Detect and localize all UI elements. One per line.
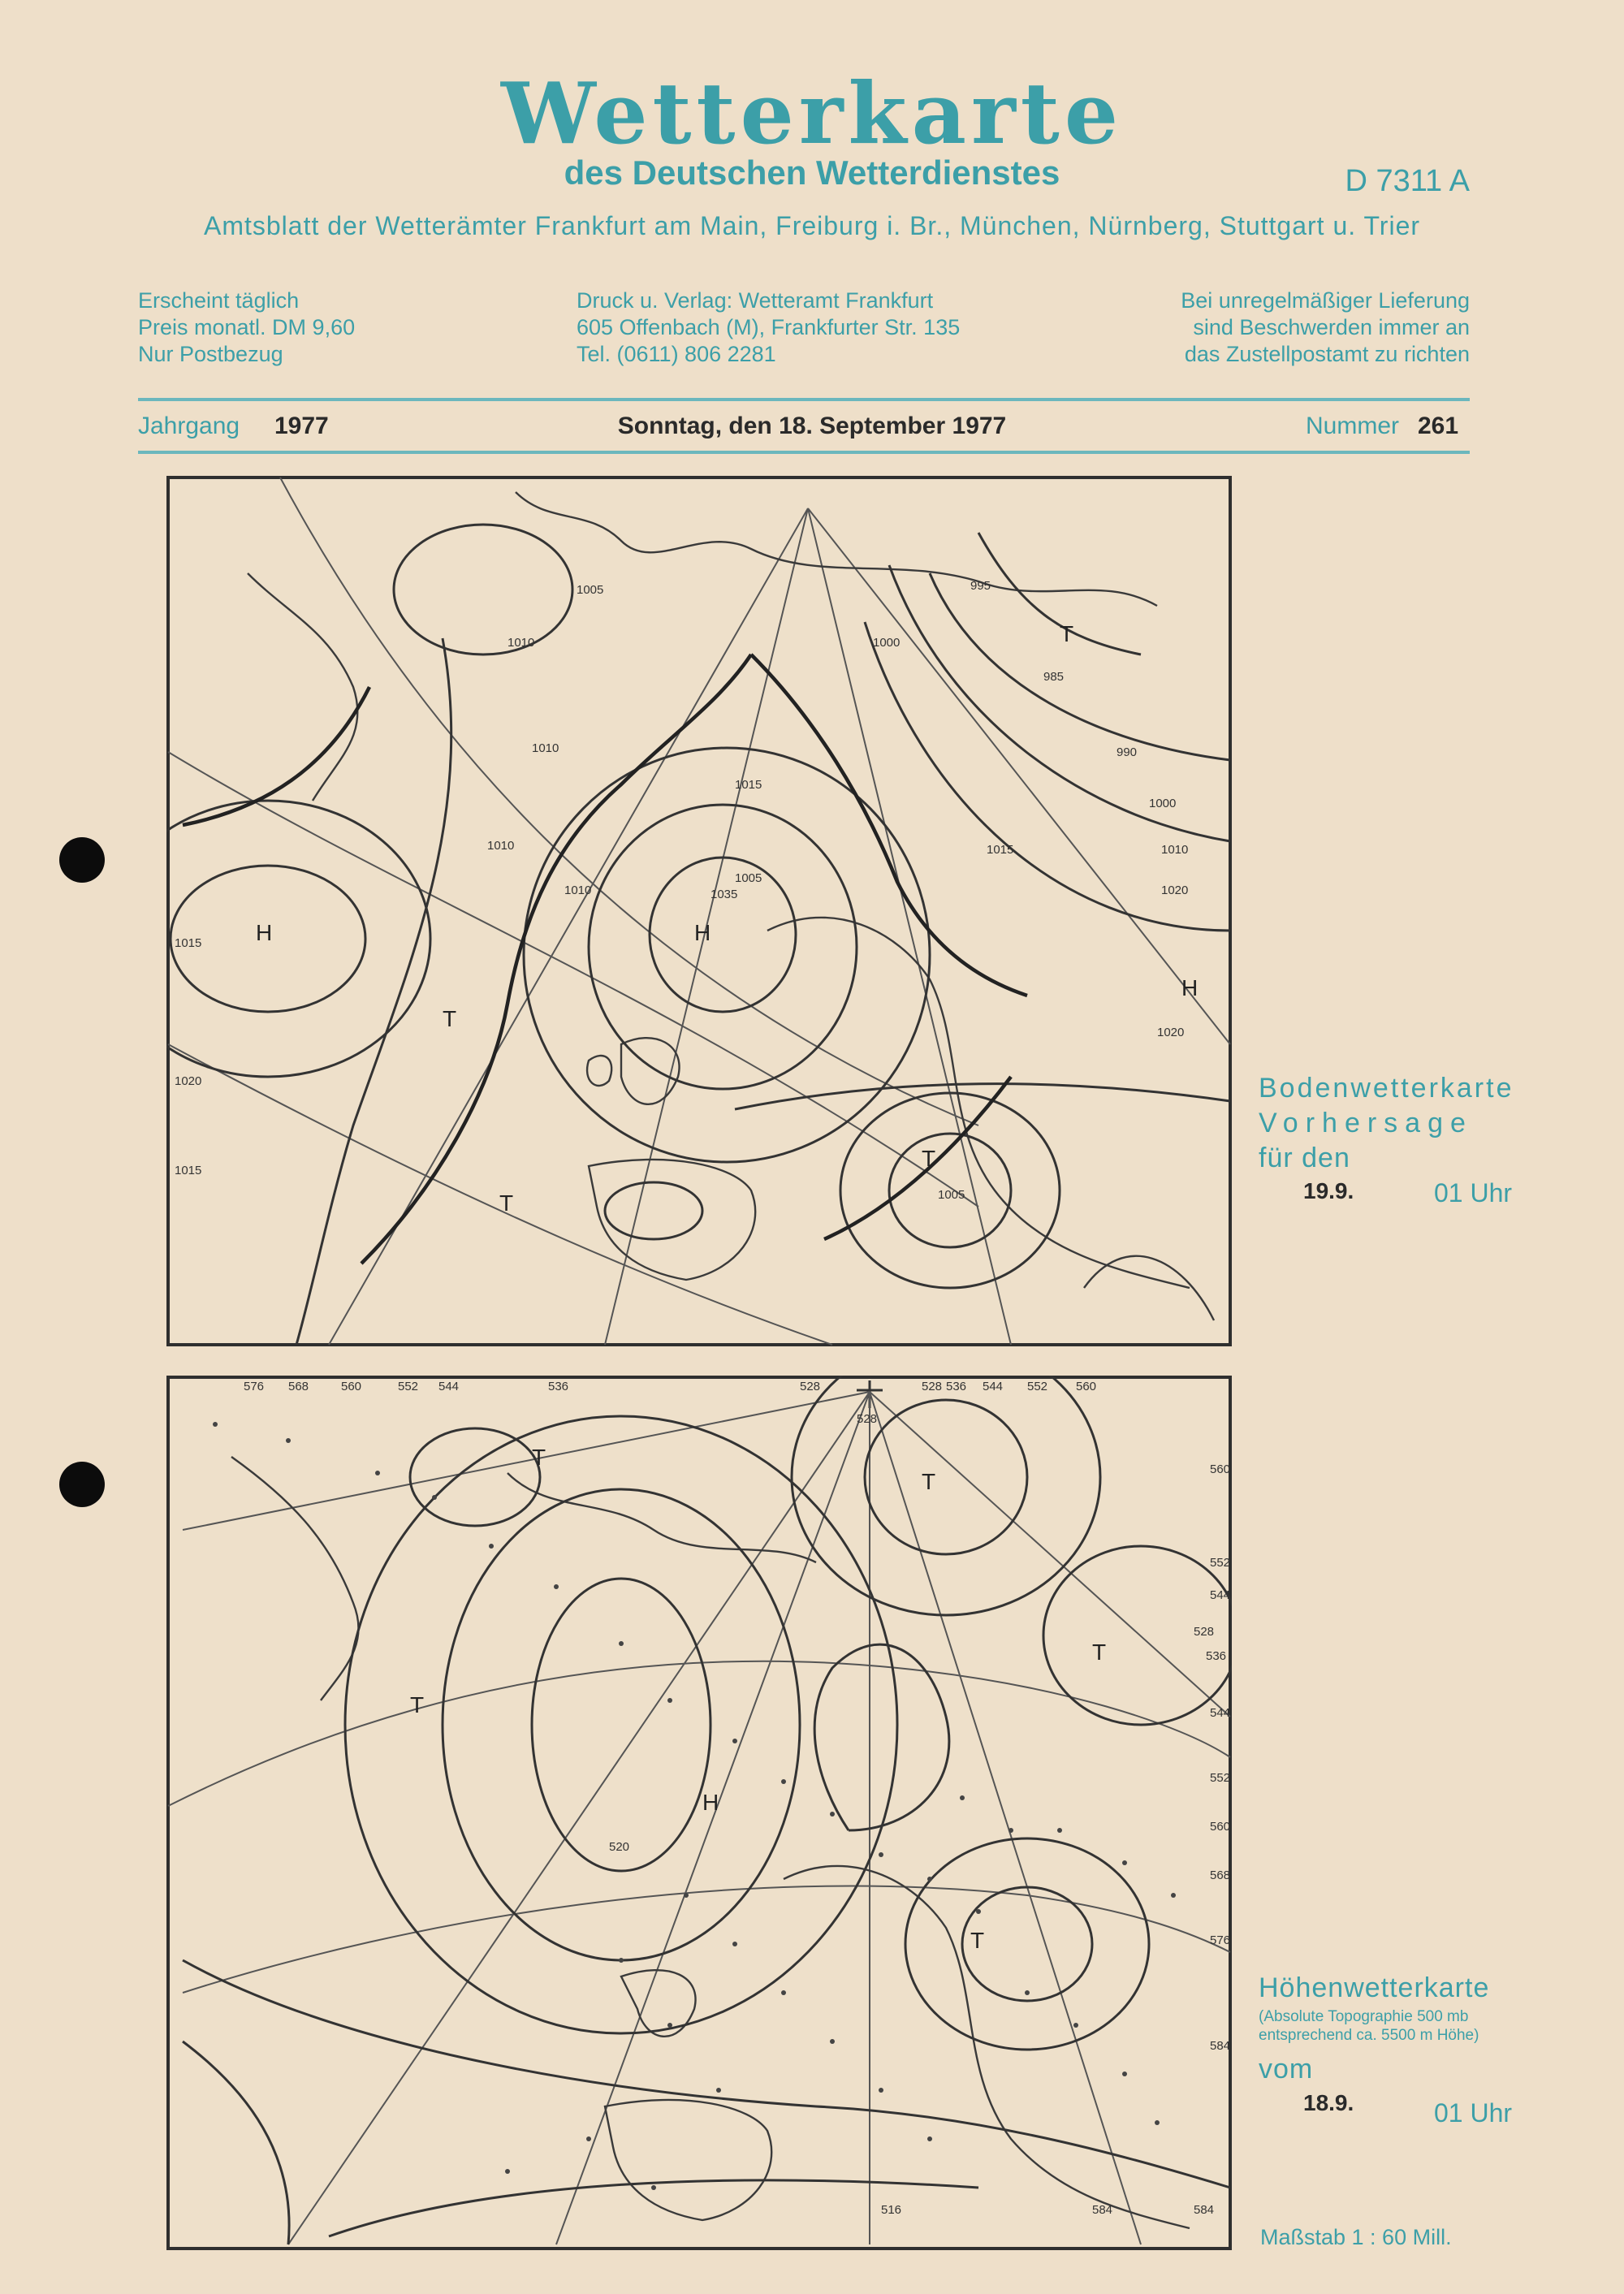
fronts (183, 655, 1027, 1264)
pressure-center-label: T (922, 1469, 936, 1494)
contour-label: 576 (244, 1380, 265, 1393)
info-line: Druck u. Verlag: Wetteramt Frankfurt (577, 288, 934, 313)
contour-label: 536 (946, 1380, 967, 1393)
isobar-label: 1000 (873, 636, 901, 650)
divider-top (138, 398, 1470, 401)
station-marker (375, 1471, 380, 1475)
isobar-label: 1015 (735, 778, 762, 792)
station-marker (879, 1852, 883, 1857)
station-marker (432, 1495, 437, 1500)
pressure-center-label: H (702, 1790, 719, 1815)
isobar-label: 1020 (1157, 1026, 1185, 1039)
map-scale: Maßstab 1 : 60 Mill. (1260, 2225, 1452, 2249)
latitude-line (280, 477, 978, 1125)
number-label: Nummer (1306, 413, 1400, 439)
station-marker (505, 2169, 510, 2174)
isobar-label: 1010 (508, 636, 535, 650)
upper-caption-note: (Absolute Topographie 500 mb (1259, 2008, 1469, 2025)
warm-front (183, 687, 369, 825)
contour (905, 1838, 1149, 2050)
masthead-title: Wetterkarte (501, 63, 1123, 163)
isobar (605, 1182, 702, 1239)
isobar (930, 573, 1230, 760)
pressure-center-label: T (499, 1190, 514, 1216)
coastline-iberia (589, 1160, 755, 1280)
station-marker (1009, 1828, 1013, 1833)
isobar-label: 1035 (710, 888, 738, 901)
coastline-greenland (248, 573, 357, 801)
year-value: 1977 (274, 413, 329, 439)
document-code: D 7311 A (1345, 164, 1470, 198)
isobar (650, 858, 796, 1012)
isobar-label: 1005 (577, 583, 604, 597)
isobar-labels (175, 579, 1188, 1202)
upper-air-map (166, 1376, 1232, 2250)
isobar-label: 990 (1116, 745, 1138, 759)
contour-label: 560 (341, 1380, 362, 1393)
isobar-label: 1015 (175, 1164, 202, 1177)
upper-analysis-date: 18.9. (1303, 2090, 1354, 2115)
coastline-greenland (231, 1457, 358, 1700)
station-marker (1073, 2023, 1078, 2028)
meridian-line (808, 508, 1230, 1044)
contour-label: 552 (1210, 1556, 1231, 1570)
pressure-center-label: T (922, 1146, 936, 1171)
station-marker (213, 1422, 218, 1427)
pressure-center-label: T (970, 1928, 985, 1953)
upper-analysis-time: 01 Uhr (1434, 2098, 1513, 2128)
isobar-label: 1005 (938, 1188, 965, 1202)
station-marker (1155, 2120, 1160, 2125)
map-frame (168, 477, 1230, 1345)
station-marker (667, 2023, 672, 2028)
isobar-label: 1020 (1161, 883, 1189, 897)
contour (532, 1579, 710, 1871)
isobar-label: 1005 (735, 871, 762, 885)
station-marker (286, 1438, 291, 1443)
station-marker (554, 1584, 559, 1589)
info-line: Nur Postbezug (138, 342, 283, 366)
year-label: Jahrgang (138, 413, 240, 439)
station-marker (976, 1909, 981, 1914)
surface-caption-line: Bodenwetterkarte (1259, 1073, 1514, 1104)
coastline-north (508, 1473, 816, 1562)
info-line: Preis monatl. DM 9,60 (138, 315, 356, 339)
info-line: Bei unregelmäßiger Lieferung (1181, 288, 1470, 313)
surface-weather-map (166, 476, 1232, 1346)
contour-label: 576 (1210, 1933, 1231, 1947)
station-marker (651, 2185, 656, 2190)
contour-label: 536 (1206, 1649, 1227, 1663)
contour-label: 544 (983, 1380, 1004, 1393)
punch-hole (59, 1462, 105, 1507)
info-publisher (577, 287, 960, 368)
info-delivery (1181, 287, 1470, 368)
contour-label: 516 (881, 2203, 902, 2217)
info-line: Tel. (0611) 806 2281 (577, 342, 776, 366)
meridian-line (870, 1392, 1141, 2244)
contour-label: 552 (1210, 1771, 1231, 1785)
contour-label: 560 (1210, 1462, 1231, 1476)
isobar-label: 1015 (987, 843, 1014, 857)
map-frame (168, 1377, 1230, 2249)
coastline-europe (784, 1866, 1190, 2228)
station-marker (1025, 1990, 1030, 1995)
isobar (296, 638, 451, 1345)
contour-labels (244, 1380, 1230, 2217)
station-marker (732, 1942, 737, 1946)
isobar-label: 1010 (487, 839, 515, 853)
station-marker (489, 1544, 494, 1549)
contour (410, 1428, 540, 1526)
divider-bottom (138, 451, 1470, 454)
latitude-line (168, 1661, 1230, 1806)
info-line: sind Beschwerden immer an (1193, 315, 1470, 339)
upper-caption-title: Höhenwetterkarte (1259, 1972, 1490, 2003)
contour (443, 1489, 800, 1960)
station-marker (1122, 1860, 1127, 1865)
pressure-center-label: T (443, 1006, 457, 1031)
isobar-label: 1020 (175, 1074, 202, 1088)
isobar-label: 1010 (532, 741, 559, 755)
surface-forecast-date: 19.9. (1303, 1178, 1354, 1203)
meridian-line (288, 1392, 870, 2244)
info-line: 605 Offenbach (M), Frankfurter Str. 135 (577, 315, 961, 339)
pressure-center-label: T (1092, 1639, 1107, 1665)
station-marker (586, 2136, 591, 2141)
coastline-africa (1084, 1256, 1214, 1320)
upper-caption-note: entsprechend ca. 5500 m Höhe) (1259, 2027, 1479, 2044)
isobar (524, 748, 930, 1162)
contour-label: 528 (800, 1380, 821, 1393)
isobar (394, 525, 572, 655)
contour-label: 528 (1194, 1625, 1215, 1639)
info-line: Erscheint täglich (138, 288, 300, 313)
cold-front (824, 1077, 1011, 1239)
station-marker (619, 1641, 624, 1646)
contour (814, 1644, 949, 1830)
graticule (168, 1392, 1230, 2244)
station-marker (927, 2136, 932, 2141)
surface-forecast-time: 01 Uhr (1434, 1178, 1513, 1207)
station-marker (732, 1739, 737, 1743)
isobar-label: 995 (970, 579, 991, 593)
station-marker (684, 1893, 689, 1898)
isobar (166, 801, 430, 1077)
contour-label: 552 (398, 1380, 419, 1393)
station-marker (716, 2088, 721, 2093)
pressure-center-label: H (1181, 975, 1199, 1000)
station-marker (1171, 1893, 1176, 1898)
meridian-line (556, 1392, 870, 2244)
coastlines (231, 1457, 1190, 2228)
isobar-label: 1000 (1149, 797, 1177, 810)
station-marker (830, 2039, 835, 2044)
station-marker (1057, 1828, 1062, 1833)
contour (183, 2041, 289, 2244)
contour-label: 584 (1092, 2203, 1113, 2217)
pressure-centers (256, 621, 1198, 1216)
upper-caption-vom: vom (1259, 2054, 1314, 2084)
info-publication (138, 287, 355, 368)
contour (792, 1376, 1100, 1615)
surface-caption-line: für den (1259, 1143, 1350, 1173)
station-marker (619, 1958, 624, 1963)
contour-label: 560 (1210, 1820, 1231, 1834)
contour (183, 1960, 1230, 2188)
station-marker (960, 1795, 965, 1800)
info-line: das Zustellpostamt zu richten (1184, 342, 1470, 366)
contour-label: 544 (1210, 1588, 1231, 1602)
pressure-center-label: H (256, 920, 273, 945)
isobar-label: 1010 (1161, 843, 1189, 857)
punch-hole (59, 837, 105, 883)
meridian-line (808, 508, 1014, 1345)
pressure-center-label: T (532, 1445, 546, 1470)
contour-label: 536 (548, 1380, 569, 1393)
contour-label: 520 (609, 1840, 630, 1854)
contour-label: 544 (1210, 1706, 1231, 1720)
contour-label: 568 (1210, 1868, 1231, 1882)
isobar (889, 565, 1230, 841)
station-marker (781, 1990, 786, 1995)
station-marker (879, 2088, 883, 2093)
pressure-center-label: H (694, 920, 711, 945)
coastline-iberia (605, 2100, 771, 2220)
station-marker (927, 1877, 932, 1881)
isobar-label: 1010 (564, 883, 592, 897)
graticule (168, 477, 1230, 1345)
coastline-ireland (587, 1056, 611, 1086)
contour-label: 584 (1210, 2039, 1231, 2053)
contour-label: 560 (1076, 1380, 1097, 1393)
contour-label: 568 (288, 1380, 309, 1393)
issue-date: Sonntag, den 18. September 1977 (617, 413, 1007, 439)
contour (865, 1400, 1027, 1554)
masthead-subtitle: des Deutschen Wetterdienstes (564, 153, 1060, 192)
pressure-center-label: T (1060, 621, 1074, 646)
isobar-label: 1015 (175, 936, 202, 950)
station-marker (667, 1698, 672, 1703)
station-marker (1122, 2072, 1127, 2076)
contour-label: 584 (1194, 2203, 1215, 2217)
contour-label: 528 (857, 1412, 878, 1426)
contour-label: 552 (1027, 1380, 1048, 1393)
pressure-center-label: T (410, 1692, 425, 1717)
coastline-british-isles (621, 1970, 696, 2037)
station-marker (781, 1779, 786, 1784)
contour-label: 528 (922, 1380, 943, 1393)
official-gazette-line: Amtsblatt der Wetterämter Frankfurt am Main, Freiburg i. Br., München, Nürnberg, Stuttgart u. Trier (203, 211, 1421, 240)
contour-label: 544 (438, 1380, 460, 1393)
isobar-label: 985 (1043, 670, 1065, 684)
surface-caption-line: Vorhersage (1259, 1108, 1473, 1138)
coastlines (248, 492, 1214, 1320)
number-value: 261 (1418, 413, 1459, 439)
latitude-line (183, 1886, 1230, 1993)
meridian-line (183, 1392, 870, 1530)
station-marker (830, 1812, 835, 1817)
coastline-north (516, 492, 1157, 606)
